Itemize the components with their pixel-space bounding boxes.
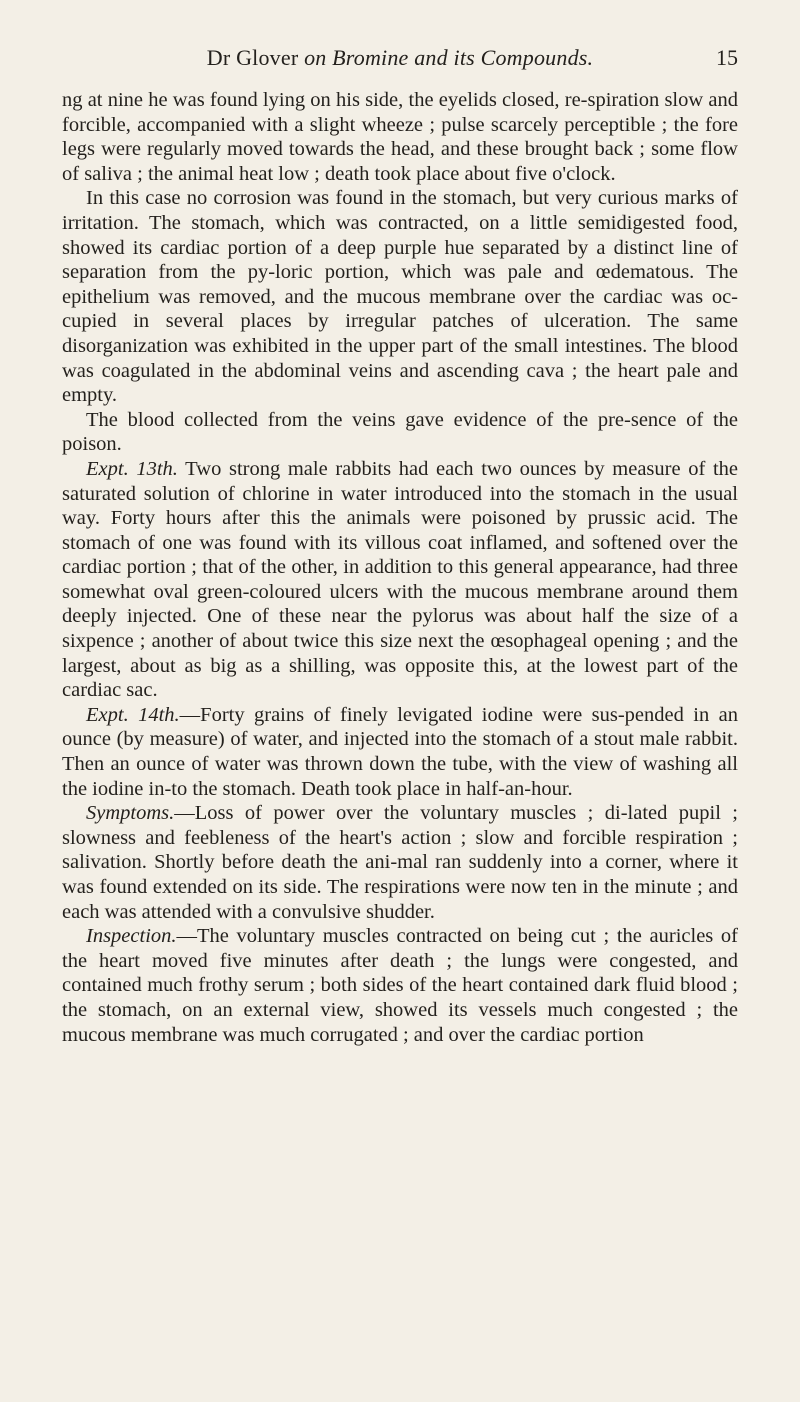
body-text bbox=[62, 88, 738, 1047]
page-number: 15 bbox=[716, 45, 738, 70]
paragraph-text: Two strong male rabbits had each two ounces by measure of the saturated solution of chlorine in water introduced into the stomach in the usual way. Forty hours after this the animals were poisoned by prussic acid. The stomach of one was found with its villous coat inflamed, and softened over the cardiac portion ; that of the other, in addition to this general appearance, had three somewhat oval green-coloured ulcers with the mucous membrane around them deeply injected. One of these near the pylorus was about half the size of a sixpence ; another of about twice this size next the œsophageal opening ; and the largest, about as big as a shilling, was opposite this, at the lowest part of the cardiac sac. bbox=[62, 457, 738, 702]
paragraph bbox=[62, 924, 738, 1047]
paragraph bbox=[62, 457, 738, 703]
paragraph-text: The blood collected from the veins gave evidence of the pre-sence of the poison. bbox=[62, 408, 738, 456]
header-title: Bromine and its Compounds. bbox=[332, 45, 594, 70]
running-title bbox=[62, 36, 738, 80]
paragraph bbox=[62, 186, 738, 407]
paragraph bbox=[62, 703, 738, 801]
paragraph-text: —The voluntary muscles contracted on being cut ; the auricles of the heart moved five minutes after death ; the lungs were congested, and contained much frothy serum ; both sides of the heart contained dark fluid blood ; the stomach, on an external view, showed its vessels much congested ; the mucous membrane was much corrugated ; and over the cardiac portion bbox=[62, 925, 738, 1046]
paragraph-lead: Symptoms. bbox=[86, 802, 175, 825]
paragraph-text: —Forty grains of finely levigated iodine were sus-pended in an ounce (by measure) of water, and injected into the stomach of a stout male rabbit. Then an ounce of water was thrown down the tube, with the view of washing all the iodine in-to the stomach. Death took place in half-an-hour. bbox=[62, 703, 738, 800]
paragraph-lead: Expt. 14th. bbox=[86, 703, 180, 726]
header-author: Dr Glover bbox=[206, 45, 299, 70]
paragraph-text: ng at nine he was found lying on his side, the eyelids closed, re-spiration slow and forcible, accompanied with a slight wheeze ; pulse scarcely perceptible ; the fore legs were regularly moved towards the head, and these brought back ; some flow of saliva ; the animal heat low ; death took place about five o'clock. bbox=[62, 89, 738, 185]
running-head bbox=[62, 36, 738, 80]
paragraph-text: In this case no corrosion was found in the stomach, but very curious marks of irritation. The stomach, which was contracted, on a little semidigested food, showed its cardiac portion of a deep purple hue separated by a distinct line of separation from the py-loric portion, which was pale and œdematous. The epithelium was removed, and the mucous membrane over the cardiac was oc-cupied in several places by irregular patches of ulceration. The same disorganization was exhibited in the upper part of the small intestines. The blood was coagulated in the abdominal veins and ascending cava ; the heart pale and empty. bbox=[62, 187, 738, 407]
paragraph bbox=[62, 408, 738, 457]
paragraph bbox=[62, 88, 738, 186]
paragraph bbox=[62, 801, 738, 924]
paragraph-text: —Loss of power over the voluntary muscles ; di-lated pupil ; slowness and feebleness of the heart's action ; slow and forcible respiration ; salivation. Shortly before death the ani-mal ran suddenly into a corner, where it was found extended on its side. The respirations were now ten in the minute ; and each was attended with a convulsive shudder. bbox=[62, 802, 738, 923]
paragraph-lead: Inspection. bbox=[86, 925, 177, 948]
paragraph-lead: Expt. 13th. bbox=[86, 457, 178, 480]
header-on: on bbox=[304, 45, 327, 70]
